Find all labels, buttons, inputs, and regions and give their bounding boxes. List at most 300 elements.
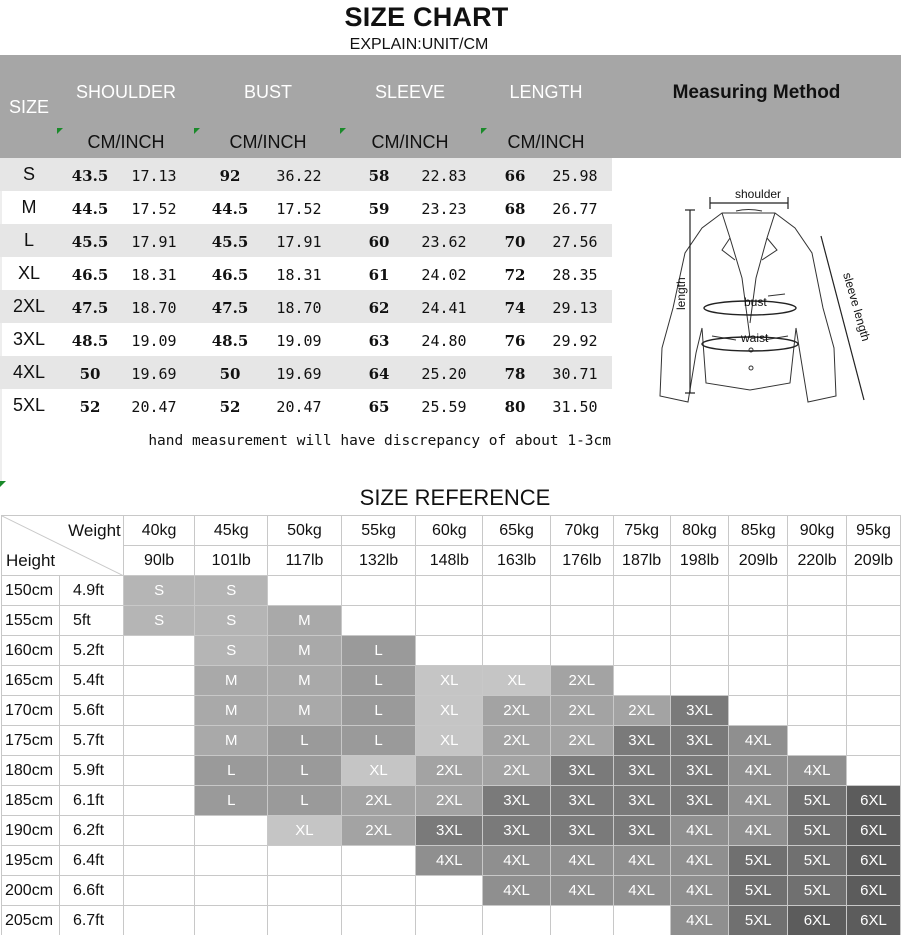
sleeve-cm: 60	[368, 233, 390, 251]
shoulder-unit: CM/INCH	[87, 132, 165, 152]
size-cell: L	[341, 696, 416, 726]
size-cell: 4XL	[670, 846, 729, 876]
size-cell: XL	[483, 666, 551, 696]
size-chart-row	[0, 290, 612, 323]
bust-inch: 20.47	[276, 398, 322, 416]
bust-inch: 17.91	[276, 233, 322, 251]
size-cell: 2XL	[550, 666, 613, 696]
size-chart-row	[0, 191, 612, 224]
size-cell: 3XL	[670, 756, 729, 786]
size-cell	[729, 666, 788, 696]
height-cm: 195cm	[2, 846, 60, 876]
weight-kg-header: 85kg	[729, 516, 788, 546]
size-cell: 6XL	[846, 876, 900, 906]
size-cell: 4XL	[416, 846, 483, 876]
height-cm: 185cm	[2, 786, 60, 816]
weight-lb-header: 163lb	[483, 546, 551, 576]
size-cell: 4XL	[613, 846, 670, 876]
shoulder-cm: 52	[79, 398, 101, 416]
table-row	[2, 726, 901, 756]
size-cell	[195, 846, 268, 876]
size-chart-row	[0, 158, 612, 191]
bust-cm: 52	[219, 398, 241, 416]
height-cm: 190cm	[2, 816, 60, 846]
shoulder-inch: 18.31	[131, 266, 177, 284]
sleeve-inch: 24.41	[421, 299, 467, 317]
length-cm: 74	[504, 299, 526, 317]
sleeve-cm: 59	[368, 200, 390, 218]
bust-cm: 92	[219, 167, 241, 185]
size-reference-title: SIZE REFERENCE	[359, 485, 551, 510]
size-cell: 4XL	[483, 846, 551, 876]
size-chart-row	[0, 389, 612, 422]
weight-kg-row	[2, 516, 901, 546]
size-cell: 6XL	[846, 816, 900, 846]
size-cell: M	[268, 606, 342, 636]
weight-kg-header: 45kg	[195, 516, 268, 546]
height-label: Height	[6, 551, 56, 570]
size-cell	[123, 636, 195, 666]
size-chart-table	[0, 158, 612, 422]
size-label: M	[21, 197, 37, 217]
height-cm: 155cm	[2, 606, 60, 636]
size-cell	[341, 606, 416, 636]
length-inch: 26.77	[552, 200, 598, 218]
size-cell	[123, 816, 195, 846]
size-cell: 4XL	[788, 756, 847, 786]
shoulder-inch: 19.09	[131, 332, 177, 350]
size-cell: 2XL	[483, 696, 551, 726]
size-cell	[788, 696, 847, 726]
size-cell	[846, 666, 900, 696]
size-cell	[123, 846, 195, 876]
size-cell: 5XL	[788, 786, 847, 816]
weight-lb-header: 132lb	[341, 546, 416, 576]
length-inch: 28.35	[552, 266, 598, 284]
size-cell	[550, 906, 613, 935]
sleeve-length-label: sleeve length	[840, 270, 874, 343]
height-ft: 6.1ft	[59, 786, 123, 816]
length-inch: 25.98	[552, 167, 598, 185]
size-cell: 4XL	[729, 726, 788, 756]
table-row	[2, 606, 901, 636]
bust-inch: 19.69	[276, 365, 322, 383]
size-cell: 4XL	[613, 876, 670, 906]
jacket-measurement-diagram	[640, 178, 880, 413]
table-row	[2, 756, 901, 786]
sleeve-cm: 58	[368, 167, 390, 185]
measurement-note: hand measurement will have discrepancy of about 1-3cm	[148, 433, 611, 449]
size-cell: M	[268, 696, 342, 726]
size-cell	[729, 576, 788, 606]
weight-kg-header: 40kg	[123, 516, 195, 546]
size-cell: 3XL	[613, 786, 670, 816]
shoulder-inch: 17.13	[131, 167, 177, 185]
size-cell: S	[195, 576, 268, 606]
sleeve-cm: 65	[368, 398, 390, 416]
size-cell: XL	[268, 816, 342, 846]
size-cell	[123, 876, 195, 906]
sleeve-inch: 24.80	[421, 332, 467, 350]
table-row	[2, 576, 901, 606]
size-cell	[788, 606, 847, 636]
height-ft: 5.7ft	[59, 726, 123, 756]
sleeve-cm: 62	[368, 299, 390, 317]
size-cell	[670, 576, 729, 606]
page-subtitle: EXPLAIN:UNIT/CM	[349, 36, 489, 53]
size-chart-header	[0, 55, 901, 158]
size-cell: 2XL	[483, 756, 551, 786]
sleeve-cm: 61	[368, 266, 390, 284]
bust-inch: 18.70	[276, 299, 322, 317]
size-cell	[846, 696, 900, 726]
weight-kg-header: 75kg	[613, 516, 670, 546]
page-title: SIZE CHART	[344, 2, 509, 32]
length-inch: 27.56	[552, 233, 598, 251]
size-cell: 3XL	[416, 816, 483, 846]
weight-kg-header: 95kg	[846, 516, 900, 546]
size-cell: XL	[416, 696, 483, 726]
size-cell: 6XL	[788, 906, 847, 935]
size-cell: S	[195, 606, 268, 636]
table-row	[2, 786, 901, 816]
length-inch: 31.50	[552, 398, 598, 416]
table-row	[2, 876, 901, 906]
height-ft: 5.9ft	[59, 756, 123, 786]
size-cell: 2XL	[341, 786, 416, 816]
shoulder-cm: 48.5	[71, 332, 109, 350]
sleeve-cm: 64	[368, 365, 390, 383]
size-cell: XL	[341, 756, 416, 786]
size-cell	[341, 846, 416, 876]
size-cell: L	[341, 726, 416, 756]
size-cell	[416, 876, 483, 906]
size-cell: 3XL	[670, 786, 729, 816]
height-ft: 6.2ft	[59, 816, 123, 846]
size-cell	[846, 576, 900, 606]
size-cell: 3XL	[670, 696, 729, 726]
bust-cm: 44.5	[211, 200, 249, 218]
height-cm: 165cm	[2, 666, 60, 696]
weight-kg-header: 60kg	[416, 516, 483, 546]
bust-inch: 19.09	[276, 332, 322, 350]
size-cell	[788, 726, 847, 756]
shoulder-cm: 50	[79, 365, 101, 383]
height-ft: 4.9ft	[59, 576, 123, 606]
height-ft: 6.4ft	[59, 846, 123, 876]
size-cell: S	[195, 636, 268, 666]
table-row	[2, 636, 901, 666]
size-cell: L	[341, 666, 416, 696]
bust-unit: CM/INCH	[229, 132, 307, 152]
size-cell: 2XL	[613, 696, 670, 726]
length-cm: 70	[504, 233, 526, 251]
size-cell	[268, 876, 342, 906]
size-cell	[550, 576, 613, 606]
sleeve-unit: CM/INCH	[371, 132, 449, 152]
size-cell	[670, 606, 729, 636]
height-cm: 160cm	[2, 636, 60, 666]
length-inch: 29.13	[552, 299, 598, 317]
size-cell	[670, 666, 729, 696]
size-cell	[123, 696, 195, 726]
length-unit: CM/INCH	[507, 132, 585, 152]
size-cell	[483, 636, 551, 666]
size-cell: L	[268, 726, 342, 756]
weight-kg-header: 90kg	[788, 516, 847, 546]
size-cell: 5XL	[729, 906, 788, 935]
size-label: L	[23, 230, 34, 250]
weight-kg-header: 50kg	[268, 516, 342, 546]
sleeve-inch: 25.20	[421, 365, 467, 383]
size-cell	[613, 666, 670, 696]
size-cell: 4XL	[670, 906, 729, 935]
bust-inch: 17.52	[276, 200, 322, 218]
size-cell: 3XL	[550, 756, 613, 786]
size-cell	[416, 576, 483, 606]
weight-lb-header: 209lb	[729, 546, 788, 576]
sleeve-inch: 24.02	[421, 266, 467, 284]
size-cell	[846, 756, 900, 786]
weight-lb-header: 90lb	[123, 546, 195, 576]
size-chart-row	[0, 224, 612, 257]
size-cell	[123, 726, 195, 756]
height-cm: 180cm	[2, 756, 60, 786]
size-cell: 2XL	[550, 726, 613, 756]
size-cell	[416, 906, 483, 935]
size-cell: 6XL	[846, 786, 900, 816]
height-ft: 5.4ft	[59, 666, 123, 696]
length-inch: 29.92	[552, 332, 598, 350]
size-cell: 5XL	[729, 846, 788, 876]
length-cm: 78	[504, 365, 526, 383]
weight-lb-row	[2, 546, 901, 576]
length-header: LENGTH	[509, 82, 583, 102]
height-cm: 175cm	[2, 726, 60, 756]
sleeve-inch: 25.59	[421, 398, 467, 416]
size-cell: 5XL	[788, 816, 847, 846]
size-cell: 4XL	[550, 876, 613, 906]
size-cell: 3XL	[670, 726, 729, 756]
size-cell	[613, 636, 670, 666]
size-cell: XL	[416, 666, 483, 696]
size-cell: M	[268, 636, 342, 666]
size-cell: L	[195, 756, 268, 786]
size-cell	[846, 726, 900, 756]
size-cell	[123, 906, 195, 935]
bust-cm: 48.5	[211, 332, 249, 350]
shoulder-cm: 46.5	[71, 266, 109, 284]
height-cm: 205cm	[2, 906, 60, 935]
length-label: length	[674, 277, 688, 310]
size-cell	[341, 576, 416, 606]
size-cell: 3XL	[550, 816, 613, 846]
weight-kg-header: 65kg	[483, 516, 551, 546]
size-cell	[268, 906, 342, 935]
size-cell: 5XL	[788, 846, 847, 876]
bust-label: bust	[744, 295, 767, 309]
weight-kg-header: 55kg	[341, 516, 416, 546]
size-cell	[123, 786, 195, 816]
size-cell	[729, 636, 788, 666]
size-cell	[123, 666, 195, 696]
size-cell	[788, 636, 847, 666]
measuring-method-title: Measuring Method	[672, 82, 841, 103]
height-ft: 5.2ft	[59, 636, 123, 666]
size-chart-row	[0, 257, 612, 290]
size-cell	[788, 576, 847, 606]
sleeve-inch: 23.23	[421, 200, 467, 218]
size-cell: 5XL	[729, 876, 788, 906]
size-cell: S	[123, 606, 195, 636]
height-ft: 6.7ft	[59, 906, 123, 935]
size-cell	[550, 636, 613, 666]
shoulder-cm: 47.5	[71, 299, 109, 317]
shoulder-label: shoulder	[735, 187, 782, 201]
size-cell: M	[195, 726, 268, 756]
size-chart-row	[0, 356, 612, 389]
size-cell: 4XL	[670, 876, 729, 906]
shoulder-inch: 18.70	[131, 299, 177, 317]
sleeve-inch: 23.62	[421, 233, 467, 251]
length-inch: 30.71	[552, 365, 598, 383]
size-cell	[195, 906, 268, 935]
sleeve-header: SLEEVE	[374, 82, 446, 102]
size-cell: L	[341, 636, 416, 666]
size-cell	[729, 696, 788, 726]
size-cell: L	[268, 786, 342, 816]
weight-lb-header: 209lb	[846, 546, 900, 576]
weight-lb-header: 198lb	[670, 546, 729, 576]
height-cm: 150cm	[2, 576, 60, 606]
table-row	[2, 816, 901, 846]
size-cell	[483, 606, 551, 636]
table-row	[2, 906, 901, 935]
bust-cm: 45.5	[211, 233, 249, 251]
size-cell: 4XL	[550, 846, 613, 876]
size-label: XL	[17, 263, 41, 283]
shoulder-inch: 20.47	[131, 398, 177, 416]
size-cell	[788, 666, 847, 696]
height-ft: 6.6ft	[59, 876, 123, 906]
size-cell: M	[195, 696, 268, 726]
weight-lb-header: 148lb	[416, 546, 483, 576]
size-cell: 6XL	[846, 906, 900, 935]
weight-lb-header: 101lb	[195, 546, 268, 576]
size-cell: 2XL	[416, 756, 483, 786]
size-cell	[195, 876, 268, 906]
sleeve-inch: 22.83	[421, 167, 467, 185]
size-cell: XL	[416, 726, 483, 756]
size-cell: 2XL	[341, 816, 416, 846]
size-cell: 3XL	[613, 816, 670, 846]
size-cell	[268, 846, 342, 876]
size-cell	[416, 606, 483, 636]
size-cell: M	[195, 666, 268, 696]
size-label: 5XL	[12, 395, 46, 415]
length-cm: 76	[504, 332, 526, 350]
size-header: SIZE	[8, 97, 49, 117]
shoulder-header: SHOULDER	[75, 82, 177, 102]
size-cell: L	[195, 786, 268, 816]
shoulder-inch: 17.52	[131, 200, 177, 218]
size-cell: 4XL	[670, 816, 729, 846]
shoulder-cm: 44.5	[71, 200, 109, 218]
length-cm: 68	[504, 200, 526, 218]
weight-lb-header: 117lb	[268, 546, 342, 576]
height-cm: 200cm	[2, 876, 60, 906]
size-cell	[195, 816, 268, 846]
bust-cm: 47.5	[211, 299, 249, 317]
height-ft: 5ft	[59, 606, 123, 636]
shoulder-inch: 19.69	[131, 365, 177, 383]
bust-cm: 46.5	[211, 266, 249, 284]
table-row	[2, 666, 901, 696]
waist-label: waist	[741, 331, 769, 345]
weight-lb-header: 220lb	[788, 546, 847, 576]
size-cell: L	[268, 756, 342, 786]
size-cell	[550, 606, 613, 636]
bust-inch: 36.22	[276, 167, 322, 185]
size-cell	[483, 576, 551, 606]
length-cm: 66	[504, 167, 526, 185]
length-cm: 80	[504, 398, 526, 416]
size-cell: 3XL	[550, 786, 613, 816]
size-cell	[268, 576, 342, 606]
size-cell: 4XL	[483, 876, 551, 906]
size-cell: 3XL	[613, 726, 670, 756]
size-cell	[613, 576, 670, 606]
size-cell	[846, 606, 900, 636]
weight-kg-header: 70kg	[550, 516, 613, 546]
size-label: 4XL	[12, 362, 46, 382]
size-cell	[341, 876, 416, 906]
bust-inch: 18.31	[276, 266, 322, 284]
size-cell: 3XL	[613, 756, 670, 786]
size-chart-row	[0, 323, 612, 356]
size-cell	[613, 606, 670, 636]
bust-cm: 50	[219, 365, 241, 383]
size-cell	[483, 906, 551, 935]
bust-header: BUST	[243, 82, 292, 102]
size-cell: 3XL	[483, 786, 551, 816]
size-cell: 2XL	[550, 696, 613, 726]
shoulder-cm: 45.5	[71, 233, 109, 251]
height-ft: 5.6ft	[59, 696, 123, 726]
table-row	[2, 846, 901, 876]
size-cell	[729, 606, 788, 636]
height-cm: 170cm	[2, 696, 60, 726]
table-corner	[2, 516, 124, 576]
size-cell: 5XL	[788, 876, 847, 906]
size-cell: 6XL	[846, 846, 900, 876]
weight-label: Weight	[68, 521, 121, 540]
size-cell	[416, 636, 483, 666]
size-reference-table	[1, 515, 901, 935]
weight-kg-header: 80kg	[670, 516, 729, 546]
size-label: 2XL	[12, 296, 46, 316]
size-cell	[341, 906, 416, 935]
size-cell: 2XL	[483, 726, 551, 756]
weight-lb-header: 187lb	[613, 546, 670, 576]
sleeve-cm: 63	[368, 332, 390, 350]
size-cell: 4XL	[729, 756, 788, 786]
size-cell	[123, 756, 195, 786]
size-label: S	[22, 164, 35, 184]
weight-lb-header: 176lb	[550, 546, 613, 576]
size-label: 3XL	[12, 329, 46, 349]
size-cell: 3XL	[483, 816, 551, 846]
